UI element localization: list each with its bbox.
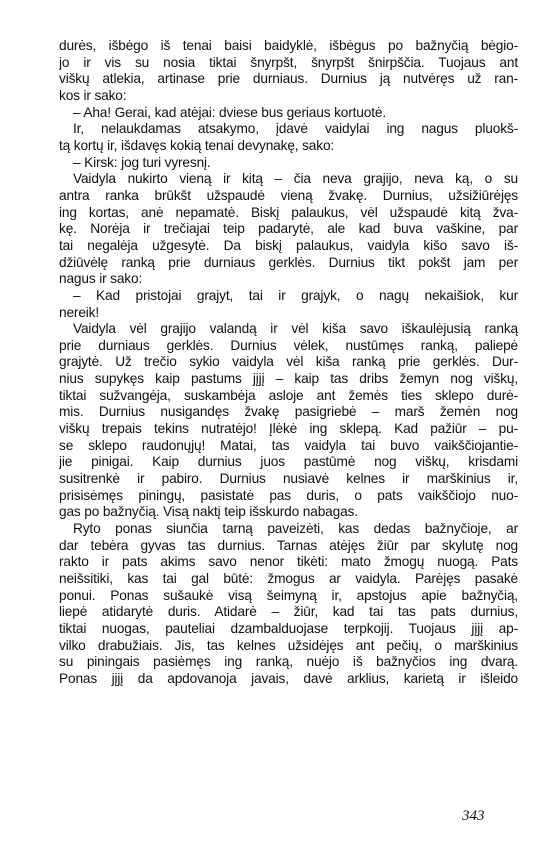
text-line: tiktai sužvangėja, suskambėja asloje ant žemės ties sklepo durė-: [59, 387, 518, 403]
text-line: – Kad pristojai grajyt, tai ir grajyk, o nagų nekaišiok, kur: [73, 287, 518, 303]
text-line: liepė atidarytė duris. Atidarė – žiūr, kad tai tas pats durnius,: [59, 604, 518, 620]
text-line: prie durniaus gerklės. Durnius vėlek, nustūmęs ranką, paliepė: [59, 337, 518, 353]
text-line: viškų trepais tekins nutratėjo! Įlėkė ing sklepą. Kad pažiūr – pu-: [59, 421, 518, 437]
text-line: gas po bažnyčią. Visą naktį teip išskurdo nabagas.: [59, 504, 358, 520]
text-line: dar tebėra gyvas tas durnius. Tarnas atėjęs žiūr par skylutę nog: [59, 537, 518, 553]
text-line: neišsitiki, kas tai gal būtė: žmogus ar vaidyla. Parėjęs pasakė: [59, 571, 518, 586]
text-line: tiktai nuogas, pauteliai dzambalduojase terpkojij. Tuojaus jįjį ap-: [59, 620, 518, 636]
text-line: Ir, nelaukdamas atsakymo, įdavė vaidylai ing nagus pluokš-: [73, 121, 518, 137]
text-line: nagus ir sako:: [59, 271, 143, 287]
text-line: Ryto ponas siunčia tarną paveizėti, kas dedas bažnyčioje, ar: [73, 521, 518, 537]
text-line: prisisėmęs piningų, pasistatė pas duris, o pats vaikščiojo nuo-: [59, 487, 518, 503]
page-number: 343: [462, 808, 485, 824]
text-line: durės, išbėgo iš tenai baisi baidyklė, išbėgus po bažnyčią bėgio-: [59, 38, 518, 53]
text-line: rakto ir pats akims savo nenor tikėti: mato žmogų nuogą. Pats: [59, 554, 518, 570]
text-line: – Aha! Gerai, kad atėjai: dviese bus geriaus kortuotė.: [73, 104, 386, 120]
text-line: tą kortų ir, išdavęs kokią tenai devynakę, sako:: [59, 137, 335, 153]
body-text: [59, 38, 518, 688]
text-line: Vaidyla nukirto vieną ir kitą – čia neva grajijo, neva ką, o su: [73, 171, 518, 187]
text-line: vilko drabužiais. Jis, tas kelnes užsidėjęs ant pečių, o marškinius: [59, 637, 518, 653]
text-line: grajytė. Už trečio sykio vaidyla vėl kiša ranką prie gerklės. Dur-: [59, 354, 518, 370]
text-line: nereik!: [59, 304, 100, 320]
text-line: susitrenkė ir pabiro. Durnius nusiavė kelnes ir marškinius ir,: [59, 471, 518, 487]
text-line: jie pinigai. Kaip durnius juos pastūmė nog viškų, krisdami: [59, 454, 518, 470]
text-line: kos ir sako:: [59, 87, 127, 103]
text-line: Vaidyla vėl grajijo valandą ir vėl kiša savo iškaulėjusią ranką: [73, 321, 518, 337]
text-line: jo ir vis su nosia tiktai šnyrpšt, šnyrpšt šnirpščia. Tuojaus ant: [59, 54, 518, 70]
text-line: kę. Norėja ir trečiajai teip padarytė, ale kad buva vaškine, par: [59, 221, 518, 237]
text-line: ing kortas, anė nepamatė. Biskį palaukus, vėl užspaudė kitą žva-: [59, 204, 518, 220]
text-line: antra ranka brūkšt užspaudė vieną žvakę. Durnius, užsižiūrėjęs: [59, 187, 518, 203]
text-line: se sklepo raudonųjų! Matai, tas vaidyla tai buvo vaikščiojantie-: [59, 437, 518, 453]
text-line: džiūvėlę ranką prie durniaus gerklės. Durnius tikt pokšt jam per: [59, 254, 518, 270]
text-line: tai negalėja užgesytė. Da biskį palaukus, vaidyla kišo savo iš-: [59, 237, 518, 253]
text-line: – Kirsk: jog turi vyresnį.: [73, 154, 211, 170]
text-line: Ponas jįjį da apdovanoja javais, davė arklius, karietą ir išleido: [59, 670, 518, 686]
text-line: su piningais pasiėmęs ing ranką, nuėjo iš bažnyčios ing dvarą.: [59, 654, 518, 670]
text-line: viškų atlekia, artinase prie durniaus. Durnius ją nutvėręs už ran-: [59, 71, 518, 87]
text-line: mis. Durnius nusigandęs žvakę pasigriebė – marš žemėn nog: [59, 404, 518, 420]
text-line: ponui. Ponas sušaukė visą šeimyną ir, apstojus apie bažnyčią,: [59, 587, 518, 603]
text-line: nius supykęs kaip pastums jįjį – kaip tas dribs žemyn nog viškų,: [59, 371, 518, 387]
